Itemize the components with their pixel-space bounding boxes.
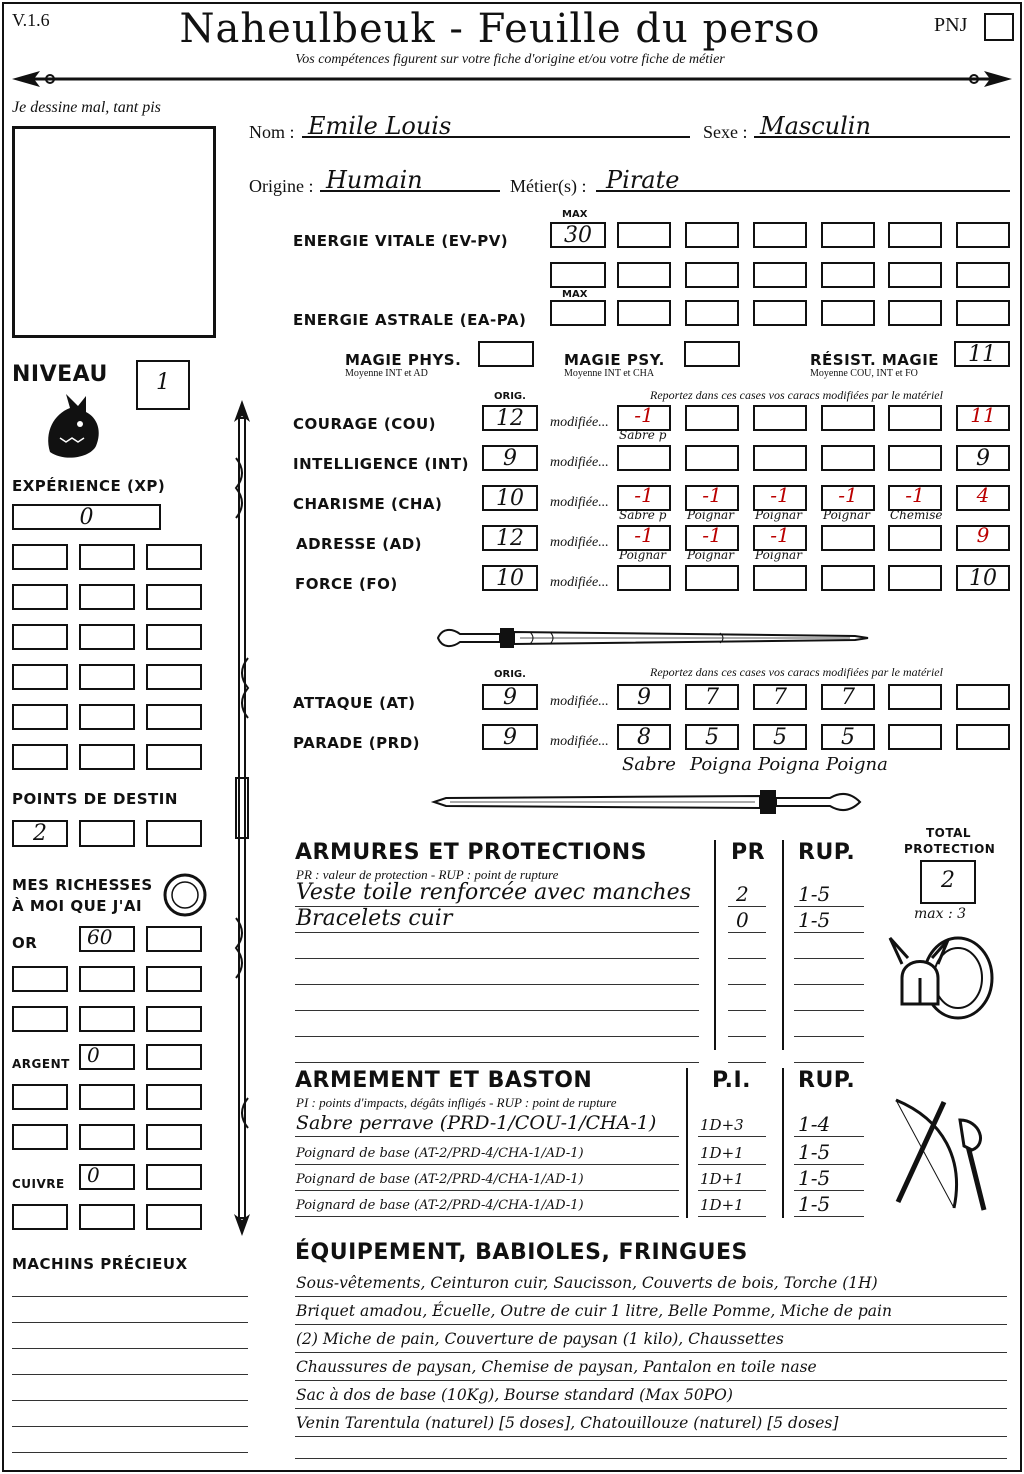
stat-mod-box[interactable] bbox=[753, 405, 807, 431]
stat-mod-box[interactable] bbox=[617, 445, 671, 471]
money-box[interactable]: 60 bbox=[79, 926, 135, 952]
money-box[interactable] bbox=[146, 1124, 202, 1150]
money-box[interactable] bbox=[12, 1006, 68, 1032]
money-box[interactable] bbox=[146, 1204, 202, 1230]
modif-label: modifiée... bbox=[550, 495, 609, 510]
ev-box[interactable] bbox=[956, 222, 1010, 248]
weapon-name: Poigna bbox=[826, 754, 888, 775]
armure-rup: 1-5 bbox=[798, 882, 831, 906]
armure-pr-line[interactable] bbox=[728, 906, 766, 907]
equipement-line[interactable] bbox=[295, 1380, 1007, 1381]
stat-orig-box[interactable]: 12 bbox=[482, 525, 538, 551]
stat-mod-source: Poignar bbox=[823, 508, 870, 522]
coin-icon bbox=[162, 872, 208, 918]
weapon-name: Sabre bbox=[622, 754, 676, 775]
armure-rup-line[interactable] bbox=[794, 932, 864, 933]
machins-line[interactable] bbox=[12, 1374, 248, 1375]
armement-divider-1 bbox=[686, 1068, 688, 1218]
portrait-box[interactable] bbox=[12, 126, 216, 338]
helmet-shield-icon bbox=[888, 928, 998, 1024]
nom-line bbox=[302, 136, 690, 138]
stat-mod-box[interactable] bbox=[821, 445, 875, 471]
stat-mod-source: Sabre p bbox=[619, 428, 667, 442]
machins-line[interactable] bbox=[12, 1296, 248, 1297]
stat-mod-box[interactable] bbox=[821, 565, 875, 591]
armure-pr-line[interactable] bbox=[728, 1036, 766, 1037]
sexe-label: Sexe : bbox=[703, 122, 748, 142]
stat-mod-source: Poignar bbox=[687, 508, 734, 522]
money-box[interactable] bbox=[12, 1124, 68, 1150]
resist-magie-label: RÉSIST. MAGIE bbox=[810, 351, 940, 369]
machins-label: MACHINS PRÉCIEUX bbox=[12, 1255, 188, 1273]
stat-mod-source: Poignar bbox=[755, 508, 802, 522]
stat-mod-box[interactable] bbox=[685, 405, 739, 431]
destin-box-2[interactable] bbox=[79, 820, 135, 847]
arme-rup: 1-4 bbox=[798, 1112, 831, 1136]
ev-box[interactable] bbox=[956, 262, 1010, 288]
machins-line[interactable] bbox=[12, 1426, 248, 1427]
magie-psy-note: Moyenne INT et CHA bbox=[564, 368, 655, 379]
money-box[interactable] bbox=[79, 1006, 135, 1032]
magie-psy-label: MAGIE PSY. bbox=[564, 351, 665, 369]
sword-icon bbox=[430, 780, 870, 824]
equipement-line[interactable] bbox=[295, 1436, 1007, 1437]
destin-box-3[interactable] bbox=[146, 820, 202, 847]
at-mod-box[interactable]: 7 bbox=[685, 684, 739, 710]
stat-mod-box[interactable] bbox=[888, 405, 942, 431]
arme-line[interactable] bbox=[295, 1136, 679, 1137]
stat-mod-box[interactable] bbox=[685, 445, 739, 471]
arme-pi: 1D+3 bbox=[700, 1116, 744, 1134]
prd-mod-box[interactable]: 8 bbox=[617, 724, 671, 750]
xp-grid-box[interactable] bbox=[12, 544, 68, 570]
total-label-1: TOTAL bbox=[926, 826, 972, 840]
prd-mod-box[interactable] bbox=[956, 724, 1010, 750]
armure-rup-line[interactable] bbox=[794, 958, 864, 959]
armure-name: Veste toile renforcée avec manches bbox=[296, 880, 691, 905]
arme-name: Poignard de base (AT-2/PRD-4/CHA-1/AD-1) bbox=[296, 1172, 584, 1187]
arme-name: Poignard de base (AT-2/PRD-4/CHA-1/AD-1) bbox=[296, 1146, 584, 1161]
armure-line[interactable] bbox=[295, 1062, 699, 1063]
ea-label: ENERGIE ASTRALE (EA-PA) bbox=[293, 311, 527, 329]
nom-value[interactable]: Emile Louis bbox=[308, 112, 452, 140]
metier-line bbox=[596, 190, 1010, 192]
armure-pr-line[interactable] bbox=[728, 1010, 766, 1011]
armure-pr: 2 bbox=[736, 882, 749, 906]
money-box[interactable] bbox=[12, 1084, 68, 1110]
ea-box[interactable] bbox=[617, 300, 671, 326]
armure-rup-line[interactable] bbox=[794, 906, 864, 907]
max-note: max : 3 bbox=[914, 906, 967, 922]
xp-grid-box[interactable] bbox=[12, 664, 68, 690]
money-box[interactable] bbox=[12, 1204, 68, 1230]
pnj-checkbox[interactable] bbox=[984, 13, 1014, 41]
armement-divider-2 bbox=[782, 1068, 784, 1218]
armement-note: PI : points d'impacts, dégâts infligés - RUP : point de rupture bbox=[296, 1095, 617, 1110]
arme-pi: 1D+1 bbox=[700, 1144, 744, 1162]
stat-mod-box[interactable] bbox=[753, 445, 807, 471]
pi-header: P.I. bbox=[712, 1068, 751, 1093]
arme-pi-line[interactable] bbox=[698, 1136, 766, 1137]
richesses-label-2: À MOI QUE J'AI bbox=[12, 897, 143, 915]
prd-orig-box[interactable]: 9 bbox=[482, 724, 538, 750]
cuivre-label: CUIVRE bbox=[12, 1177, 65, 1191]
at-mod-box[interactable] bbox=[888, 684, 942, 710]
armement-title: ARMEMENT ET BASTON bbox=[295, 1068, 593, 1093]
stat-mod-source: Poignar bbox=[619, 548, 666, 562]
xp-grid-box[interactable] bbox=[79, 544, 135, 570]
money-box[interactable] bbox=[79, 966, 135, 992]
xp-grid-box[interactable] bbox=[146, 544, 202, 570]
armure-line[interactable] bbox=[295, 958, 699, 959]
armure-rup-line[interactable] bbox=[794, 1036, 864, 1037]
origine-label: Origine : bbox=[249, 176, 314, 196]
ea-max-box[interactable] bbox=[550, 300, 606, 326]
armures-note: PR : valeur de protection - RUP : point de rupture bbox=[296, 867, 559, 882]
equipement-title: ÉQUIPEMENT, BABIOLES, FRINGUES bbox=[295, 1240, 748, 1265]
modif-label: modifiée... bbox=[550, 694, 609, 709]
arme-pi-line[interactable] bbox=[698, 1164, 766, 1165]
armure-rup-line[interactable] bbox=[794, 984, 864, 985]
armures-divider-2 bbox=[782, 840, 784, 1050]
resist-magie-note: Moyenne COU, INT et FO bbox=[810, 368, 918, 379]
armure-rup: 1-5 bbox=[798, 908, 831, 932]
arme-line[interactable] bbox=[295, 1216, 679, 1217]
stat-mod-box[interactable]: -1 bbox=[753, 525, 807, 551]
at-mod-box[interactable] bbox=[956, 684, 1010, 710]
ev-box[interactable] bbox=[685, 262, 739, 288]
xp-grid-box[interactable] bbox=[79, 744, 135, 770]
stat-label: COURAGE (COU) bbox=[293, 415, 437, 433]
armure-name: Bracelets cuir bbox=[296, 906, 453, 931]
stat-orig-box[interactable]: 12 bbox=[482, 405, 538, 431]
ea-box[interactable] bbox=[956, 300, 1010, 326]
armure-line[interactable] bbox=[295, 1036, 699, 1037]
richesses-label-1: MES RICHESSES bbox=[12, 876, 153, 894]
money-box[interactable] bbox=[146, 1164, 202, 1190]
weapon-name: Poigna bbox=[690, 754, 752, 775]
ev-box[interactable] bbox=[753, 262, 807, 288]
armure-line[interactable] bbox=[295, 932, 699, 933]
portrait-caption: Je dessine mal, tant pis bbox=[12, 99, 161, 116]
equipement-line[interactable] bbox=[295, 1408, 1007, 1409]
staff-icon bbox=[222, 398, 262, 1238]
ea-box[interactable] bbox=[821, 300, 875, 326]
money-box[interactable] bbox=[146, 1084, 202, 1110]
equipement-text: Sac à dos de base (10Kg), Bourse standard (Max 50PO) bbox=[296, 1386, 733, 1404]
metier-label: Métier(s) : bbox=[510, 176, 587, 196]
ev-box[interactable] bbox=[550, 262, 606, 288]
stat-mod-box[interactable] bbox=[888, 445, 942, 471]
machins-line[interactable] bbox=[12, 1322, 248, 1323]
pr-header: PR bbox=[731, 840, 766, 865]
xp-grid-box[interactable] bbox=[146, 584, 202, 610]
armures-divider-1 bbox=[714, 840, 716, 1050]
arme-rup-line[interactable] bbox=[794, 1164, 864, 1165]
money-box[interactable] bbox=[146, 1006, 202, 1032]
arme-line[interactable] bbox=[295, 1190, 679, 1191]
xp-grid-box[interactable] bbox=[146, 664, 202, 690]
prd-mod-box[interactable]: 5 bbox=[753, 724, 807, 750]
prd-label: PARADE (PRD) bbox=[293, 734, 421, 752]
arme-name: Sabre perrave (PRD-1/COU-1/CHA-1) bbox=[296, 1112, 657, 1134]
xp-grid-box[interactable] bbox=[146, 704, 202, 730]
equipement-line[interactable] bbox=[295, 1324, 1007, 1325]
metier-value[interactable]: Pirate bbox=[606, 166, 680, 194]
niveau-label: NIVEAU bbox=[12, 362, 108, 387]
stat-mod-box[interactable]: -1 bbox=[753, 485, 807, 511]
armure-line[interactable] bbox=[295, 1010, 699, 1011]
at-mod-box[interactable]: 7 bbox=[821, 684, 875, 710]
ev-max-label: MAX bbox=[562, 209, 588, 220]
stat-mod-box[interactable] bbox=[888, 565, 942, 591]
stat-mod-box[interactable] bbox=[821, 405, 875, 431]
ea-box[interactable] bbox=[888, 300, 942, 326]
xp-grid-box[interactable] bbox=[79, 704, 135, 730]
equipement-text: Briquet amadou, Écuelle, Outre de cuir 1 litre, Belle Pomme, Miche de pain bbox=[296, 1302, 892, 1320]
ev-max-box[interactable]: 30 bbox=[550, 222, 606, 248]
stat-mod-box[interactable]: 9 bbox=[956, 525, 1010, 551]
ev-box[interactable] bbox=[821, 222, 875, 248]
stat-mod-box[interactable]: 9 bbox=[956, 445, 1010, 471]
modif-label: modifiée... bbox=[550, 455, 609, 470]
origine-line bbox=[320, 190, 500, 192]
stat-mod-box[interactable] bbox=[821, 525, 875, 551]
machins-line[interactable] bbox=[12, 1400, 248, 1401]
xp-grid-box[interactable] bbox=[146, 624, 202, 650]
magie-psy-box[interactable] bbox=[684, 341, 740, 367]
ea-box[interactable] bbox=[685, 300, 739, 326]
stat-mod-source: Sabre p bbox=[619, 508, 667, 522]
modif-label: modifiée... bbox=[550, 575, 609, 590]
ev-box[interactable] bbox=[888, 262, 942, 288]
stat-orig-box[interactable]: 9 bbox=[482, 445, 538, 471]
destin-label: POINTS DE DESTIN bbox=[12, 790, 178, 808]
stat-mod-box[interactable]: -1 bbox=[685, 525, 739, 551]
stats-report-note: Reportez dans ces cases vos caracs modifiées par le matériel bbox=[650, 388, 943, 402]
modif-label: modifiée... bbox=[550, 734, 609, 749]
money-box[interactable] bbox=[146, 1044, 202, 1070]
rup-header: RUP. bbox=[798, 840, 856, 865]
armure-pr-line[interactable] bbox=[728, 1062, 766, 1063]
prd-mod-box[interactable]: 5 bbox=[685, 724, 739, 750]
xp-grid-box[interactable] bbox=[79, 584, 135, 610]
xp-grid-box[interactable] bbox=[79, 664, 135, 690]
prd-mod-box[interactable]: 5 bbox=[821, 724, 875, 750]
arme-rup-line[interactable] bbox=[794, 1190, 864, 1191]
xp-grid-box[interactable] bbox=[12, 584, 68, 610]
total-protection-box[interactable]: 2 bbox=[920, 860, 976, 904]
ev-box[interactable] bbox=[753, 222, 807, 248]
money-box[interactable] bbox=[146, 926, 202, 952]
at-orig-box[interactable]: 9 bbox=[482, 684, 538, 710]
dragon-icon bbox=[40, 392, 106, 464]
money-box[interactable] bbox=[79, 1084, 135, 1110]
ea-box[interactable] bbox=[753, 300, 807, 326]
weapons-icon bbox=[884, 1090, 994, 1216]
origine-value[interactable]: Humain bbox=[326, 166, 423, 194]
equipement-line[interactable] bbox=[295, 1352, 1007, 1353]
ev-box[interactable] bbox=[685, 222, 739, 248]
stat-mod-box[interactable] bbox=[888, 525, 942, 551]
machins-line[interactable] bbox=[12, 1348, 248, 1349]
argent-label: ARGENT bbox=[12, 1057, 70, 1071]
page-subtitle: Vos compétences figurent sur votre fiche d'origine et/ou votre fiche de métier bbox=[295, 52, 725, 67]
stat-mod-box[interactable]: -1 bbox=[821, 485, 875, 511]
modif-label: modifiée... bbox=[550, 415, 609, 430]
xp-grid-box[interactable] bbox=[12, 624, 68, 650]
equipement-text: Chaussures de paysan, Chemise de paysan, Pantalon en toile nase bbox=[296, 1358, 817, 1376]
arme-rup: 1-5 bbox=[798, 1166, 831, 1190]
stat-label: CHARISME (CHA) bbox=[293, 495, 443, 513]
equipement-line[interactable] bbox=[295, 1296, 1007, 1297]
magie-phys-label: MAGIE PHYS. bbox=[345, 351, 462, 369]
weapon-name: Poigna bbox=[758, 754, 820, 775]
armure-pr-line[interactable] bbox=[728, 958, 766, 959]
armure-line[interactable] bbox=[295, 984, 699, 985]
stats-orig-label: ORIG. bbox=[494, 391, 526, 402]
stat-orig-box[interactable]: 10 bbox=[482, 485, 538, 511]
xp-label: EXPÉRIENCE (XP) bbox=[12, 477, 166, 495]
money-box[interactable] bbox=[79, 1204, 135, 1230]
magie-phys-box[interactable] bbox=[478, 341, 534, 367]
xp-grid-box[interactable] bbox=[146, 744, 202, 770]
stat-mod-box[interactable] bbox=[617, 565, 671, 591]
combat-report-note: Reportez dans ces cases vos caracs modifiées par le matériel bbox=[650, 665, 943, 679]
money-box[interactable]: 0 bbox=[79, 1164, 135, 1190]
stat-mod-box[interactable]: 4 bbox=[956, 485, 1010, 511]
money-box[interactable] bbox=[12, 966, 68, 992]
armure-rup-line[interactable] bbox=[794, 1062, 864, 1063]
spear-divider-icon bbox=[10, 66, 1014, 92]
at-label: ATTAQUE (AT) bbox=[293, 694, 416, 712]
money-box[interactable] bbox=[79, 1124, 135, 1150]
stat-mod-source: Poignar bbox=[687, 548, 734, 562]
resist-magie-box[interactable]: 11 bbox=[954, 341, 1010, 367]
xp-grid-box[interactable] bbox=[12, 744, 68, 770]
armement-rup-header: RUP. bbox=[798, 1068, 856, 1093]
stat-orig-box[interactable]: 10 bbox=[482, 565, 538, 591]
stat-mod-box[interactable] bbox=[753, 565, 807, 591]
modif-label: modifiée... bbox=[550, 535, 609, 550]
pnj-label: PNJ bbox=[934, 14, 968, 36]
ev-box[interactable] bbox=[821, 262, 875, 288]
arme-rup-line[interactable] bbox=[794, 1136, 864, 1137]
arme-rup: 1-5 bbox=[798, 1140, 831, 1164]
stat-mod-box[interactable] bbox=[685, 565, 739, 591]
ev-box[interactable] bbox=[617, 262, 671, 288]
armure-pr: 0 bbox=[736, 908, 749, 932]
stat-mod-source: Chemise bbox=[890, 508, 943, 522]
arme-pi: 1D+1 bbox=[700, 1196, 744, 1214]
or-label: OR bbox=[12, 934, 38, 952]
stat-mod-box[interactable]: -1 bbox=[888, 485, 942, 511]
version-label: V.1.6 bbox=[12, 10, 50, 30]
combat-orig-label: ORIG. bbox=[494, 669, 526, 680]
sexe-line bbox=[754, 136, 1010, 138]
stat-mod-box[interactable]: 10 bbox=[956, 565, 1010, 591]
money-box[interactable]: 0 bbox=[79, 1044, 135, 1070]
arme-rup: 1-5 bbox=[798, 1192, 831, 1216]
stat-mod-box[interactable]: -1 bbox=[685, 485, 739, 511]
ea-max-label: MAX bbox=[562, 289, 588, 300]
armures-title: ARMURES ET PROTECTIONS bbox=[295, 840, 647, 865]
magie-phys-note: Moyenne INT et AD bbox=[345, 368, 428, 379]
sexe-value[interactable]: Masculin bbox=[760, 112, 871, 140]
money-box[interactable] bbox=[146, 966, 202, 992]
arme-name: Poignard de base (AT-2/PRD-4/CHA-1/AD-1) bbox=[296, 1198, 584, 1213]
armure-rup-line[interactable] bbox=[794, 1010, 864, 1011]
destin-box-1[interactable]: 2 bbox=[12, 820, 68, 847]
sword-icon bbox=[430, 616, 870, 660]
page-title: Naheulbeuk - Feuille du perso bbox=[179, 6, 821, 52]
ev-box[interactable] bbox=[617, 222, 671, 248]
equipement-text: (2) Miche de pain, Couverture de paysan (1 kilo), Chaussettes bbox=[296, 1330, 784, 1348]
ev-label: ENERGIE VITALE (EV-PV) bbox=[293, 232, 509, 250]
equipement-line[interactable] bbox=[295, 1458, 1007, 1459]
stat-label: ADRESSE (AD) bbox=[296, 535, 423, 553]
at-mod-box[interactable]: 9 bbox=[617, 684, 671, 710]
xp-grid-box[interactable] bbox=[79, 624, 135, 650]
at-mod-box[interactable]: 7 bbox=[753, 684, 807, 710]
nom-label: Nom : bbox=[249, 122, 295, 142]
arme-rup-line[interactable] bbox=[794, 1216, 864, 1217]
ev-box[interactable] bbox=[888, 222, 942, 248]
stat-label: FORCE (FO) bbox=[295, 575, 398, 593]
niveau-box[interactable]: 1 bbox=[136, 360, 190, 410]
arme-pi-line[interactable] bbox=[698, 1190, 766, 1191]
stat-label: INTELLIGENCE (INT) bbox=[293, 455, 469, 473]
stat-mod-source: Poignar bbox=[755, 548, 802, 562]
stat-mod-box[interactable]: -1 bbox=[617, 485, 671, 511]
machins-line[interactable] bbox=[12, 1452, 248, 1453]
arme-pi-line[interactable] bbox=[698, 1216, 766, 1217]
armure-pr-line[interactable] bbox=[728, 932, 766, 933]
prd-mod-box[interactable] bbox=[888, 724, 942, 750]
stat-mod-box[interactable]: -1 bbox=[617, 525, 671, 551]
xp-box[interactable]: 0 bbox=[12, 504, 161, 530]
arme-pi: 1D+1 bbox=[700, 1170, 744, 1188]
stat-mod-box[interactable]: 11 bbox=[956, 405, 1010, 431]
armure-pr-line[interactable] bbox=[728, 984, 766, 985]
equipement-text: Sous-vêtements, Ceinturon cuir, Saucisson, Couverts de bois, Torche (1H) bbox=[296, 1274, 878, 1292]
xp-grid-box[interactable] bbox=[12, 704, 68, 730]
total-label-2: PROTECTION bbox=[904, 842, 996, 856]
equipement-text: Venin Tarentula (naturel) [5 doses], Chatouillouze (naturel) [5 doses] bbox=[296, 1414, 839, 1432]
stat-mod-box[interactable]: -1 bbox=[617, 405, 671, 431]
arme-line[interactable] bbox=[295, 1164, 679, 1165]
